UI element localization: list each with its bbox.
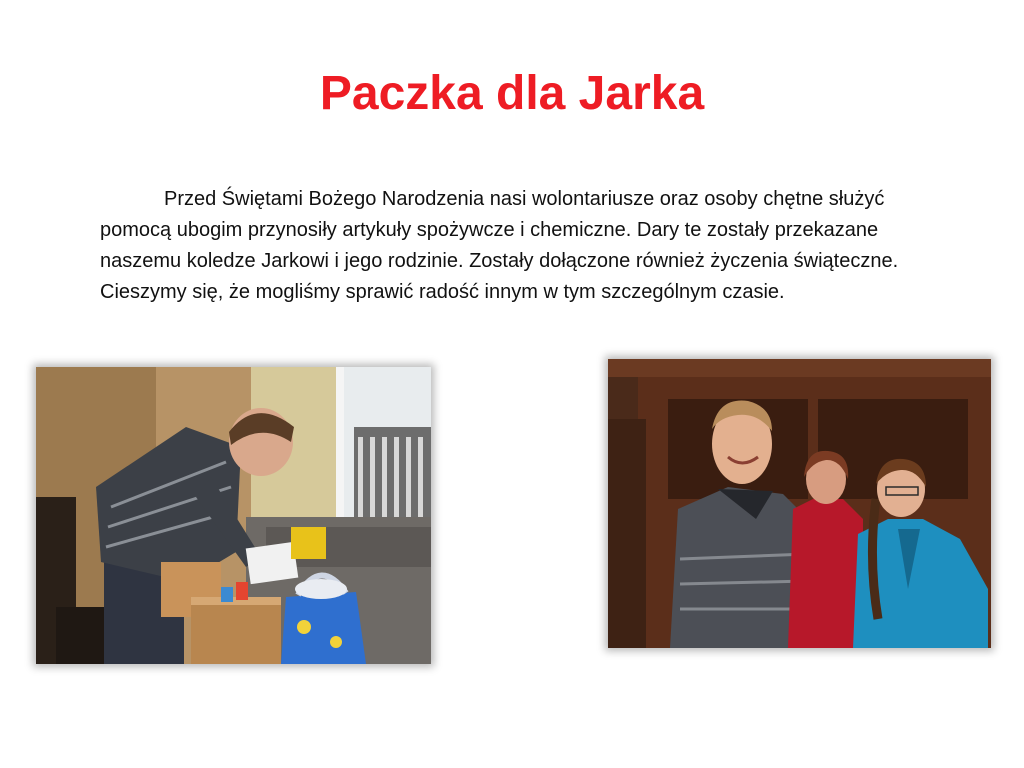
photo-family-image — [608, 359, 991, 648]
photo-family — [608, 359, 991, 648]
photo-packing-gifts-image — [36, 367, 431, 664]
photo-packing-gifts — [36, 367, 431, 664]
slide-body-text: Przed Świętami Bożego Narodzenia nasi wolontariusze oraz osoby chętne służyć pomocą ubogim przynosiły artykuły spożywcze i chemiczne. Dary te zostały przekazane naszemu koledze Jarkowi i jego rodzinie. Zostały dołączone również życzenia świąteczne. Cieszymy się, że mogliśmy sprawić radość innym w tym szczególnym czasie. — [100, 188, 899, 303]
slide-title: Paczka dla Jarka — [319, 67, 705, 120]
